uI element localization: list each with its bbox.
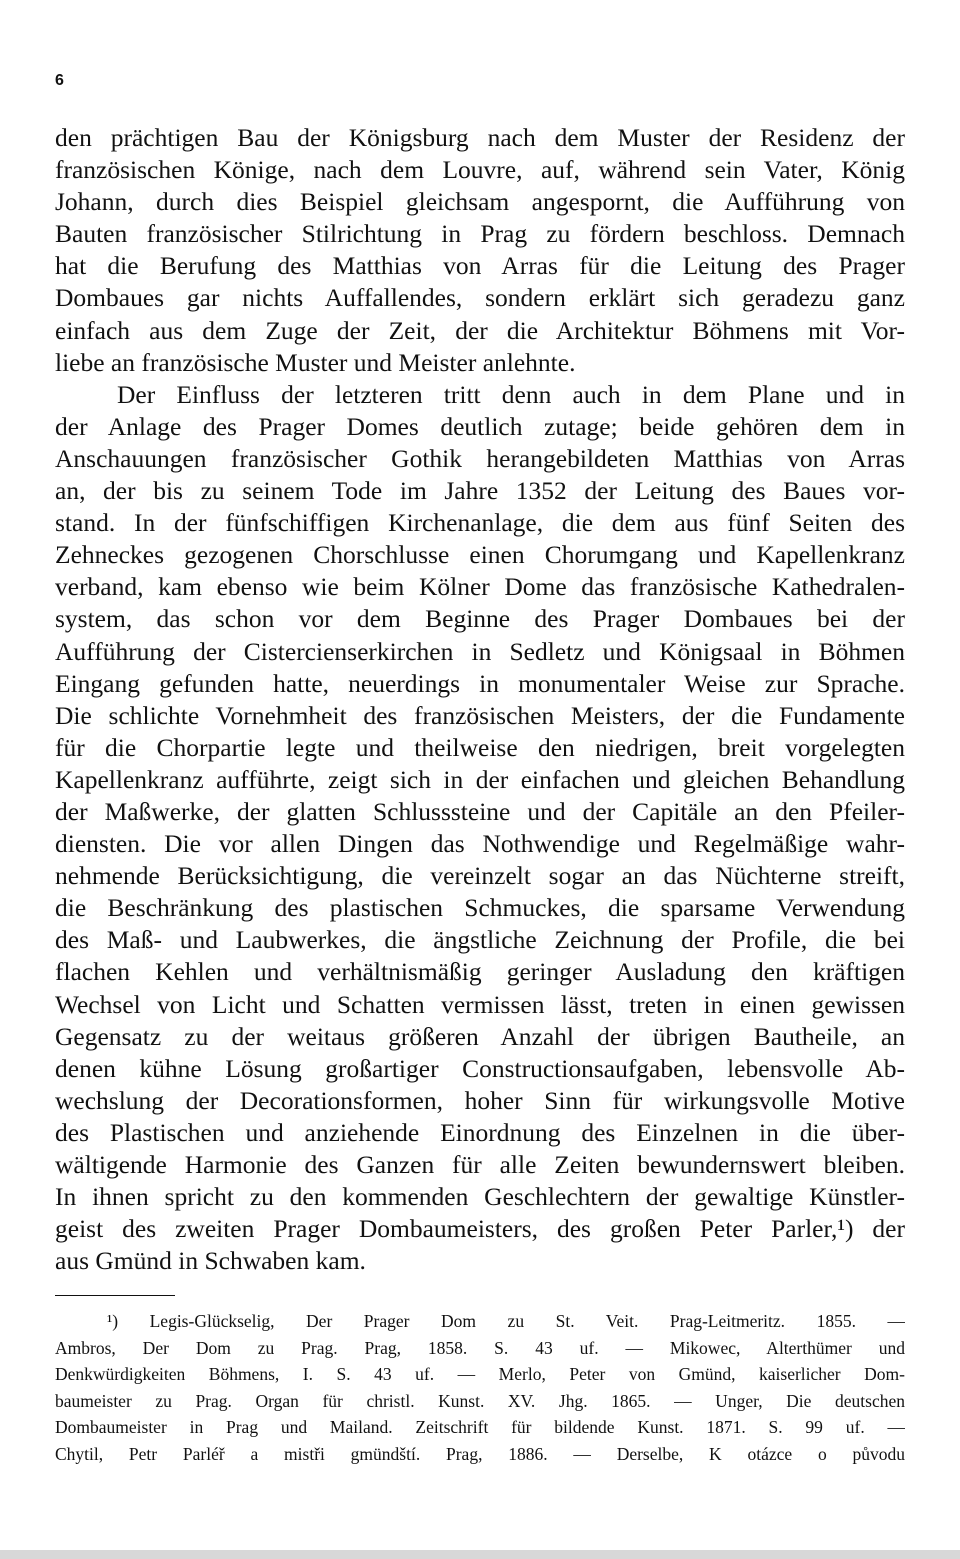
footnote-divider <box>55 1295 175 1296</box>
text-line: Kapellenkranz aufführte, zeigt sich in der einfachen und gleichen Behandlung <box>55 764 905 794</box>
text-line: verband, kam ebenso wie beim Kölner Dome das französische Kathedralen- <box>55 572 905 602</box>
text-line: der Maßwerke, der glatten Schlusssteine und der Capitäle an den Pfeiler- <box>55 796 905 826</box>
text-line: wechslung der Decorationsformen, hoher Sinn für wirkungsvolle Motive <box>55 1085 905 1115</box>
text-line: den prächtigen Bau der Königsburg nach dem Muster der Residenz der <box>55 123 905 152</box>
text-line: hat die Berufung des Matthias von Arras für die Leitung des Prager <box>55 251 905 281</box>
page-number: 6 <box>55 72 64 89</box>
text-line: Wechsel von Licht und Schatten vermissen lässt, treten in einen gewissen <box>55 989 905 1019</box>
text-line: Der Einfluss der letzteren tritt denn auch in dem Plane und in <box>117 379 905 409</box>
text-line: für die Chorpartie legte und theilweise den niedrigen, breit vorgelegten <box>55 732 905 762</box>
text-line: flachen Kehlen und verhältnismäßig geringer Ausladung den kräftigen <box>55 957 905 987</box>
text-line: wältigende Harmonie des Ganzen für alle Zeiten bewundernswert bleiben. <box>55 1150 905 1179</box>
page-bottom-edge <box>0 1550 960 1559</box>
paragraph-end-line: aus Gmünd in Schwaben kam. <box>55 1246 366 1276</box>
footnote-line: ¹) Legis-Glückselig, Der Prager Dom zu St. Veit. Prag-Leitmeritz. 1855. — <box>107 1311 905 1331</box>
text-line: denen kühne Lösung großartiger Constructionsaufgaben, lebensvolle Ab- <box>55 1053 905 1083</box>
text-line: Gegensatz zu der weitaus größeren Anzahl der übrigen Bautheile, an <box>55 1021 905 1051</box>
text-line: einfach aus dem Zuge der Zeit, der die Architektur Böhmens mit Vor- <box>55 315 905 345</box>
text-line: stand. In der fünfschiffigen Kirchenanlage, die dem aus fünf Seiten des <box>55 508 905 538</box>
text-line: französischen Könige, nach dem Louvre, auf, während sein Vater, König <box>55 155 905 185</box>
text-line: system, das schon vor dem Beginne des Prager Dombaues bei der <box>55 604 905 634</box>
footnote-line: Chytil, Petr Parléř a mistři gmündští. Prag, 1886. — Derselbe, K otázce o původu <box>55 1443 905 1464</box>
paragraph-end-line: liebe an französische Muster und Meister anlehnte. <box>55 347 576 377</box>
text-line: Die schlichte Vornehmheit des französischen Meisters, der die Fundamente <box>55 700 905 730</box>
text-line: des Maß- und Laubwerkes, die ängstliche Zeichnung der Profile, die bei <box>55 925 905 955</box>
text-line: nehmende Berücksichtigung, die vereinzelt sogar an das Nüchterne streift, <box>55 861 905 891</box>
text-line: In ihnen spricht zu den kommenden Geschlechtern der gewaltige Künstler- <box>55 1182 905 1212</box>
text-line: Zehneckes gezogenen Chorschlusse einen Chorumgang und Kapellenkranz <box>55 540 905 570</box>
footnote-line: Denkwürdigkeiten Böhmens, I. S. 43 uf. — Merlo, Peter von Gmünd, kaiserlicher Dom- <box>55 1364 905 1385</box>
text-line: diensten. Die vor allen Dingen das Nothwendige und Regelmäßige wahr- <box>55 829 905 859</box>
text-line: der Anlage des Prager Domes deutlich zutage; beide gehören dem in <box>55 411 905 441</box>
footnote-line: Dombaumeister in Prag und Mailand. Zeitschrift für bildende Kunst. 1871. S. 99 uf. — <box>55 1417 905 1438</box>
text-line: Bauten französischer Stilrichtung in Prag zu fördern beschloss. Demnach <box>55 219 905 249</box>
footnote-line: Ambros, Der Dom zu Prag. Prag, 1858. S. 43 uf. — Mikowec, Alterthümer und <box>55 1337 905 1358</box>
body-text <box>55 122 905 1277</box>
text-line: die Beschränkung des plastischen Schmuckes, die sparsame Verwendung <box>55 893 905 923</box>
text-line: geist des zweiten Prager Dombaumeisters, des großen Peter Parler,¹) der <box>55 1214 905 1244</box>
text-line: Dombaues gar nichts Auffallendes, sondern erklärt sich geradezu ganz <box>55 283 905 313</box>
text-line: an, der bis zu seinem Tode im Jahre 1352 der Leitung des Baues vor- <box>55 476 905 506</box>
text-line: des Plastischen und anziehende Einordnung des Einzelnen in die über- <box>55 1117 905 1147</box>
footnote-line: baumeister zu Prag. Organ für christl. Kunst. XV. Jhg. 1865. — Unger, Die deutschen <box>55 1390 905 1411</box>
text-line: Anschauungen französischer Gothik herangebildeten Matthias von Arras <box>55 443 905 473</box>
text-line: Eingang gefunden hatte, neuerdings in monumentaler Weise zur Sprache. <box>55 668 905 698</box>
footnotes <box>55 1308 905 1468</box>
text-line: Aufführung der Cistercienserkirchen in Sedletz und Königsaal in Böhmen <box>55 636 905 666</box>
text-line: Johann, durch dies Beispiel gleichsam angespornt, die Aufführung von <box>55 187 905 217</box>
